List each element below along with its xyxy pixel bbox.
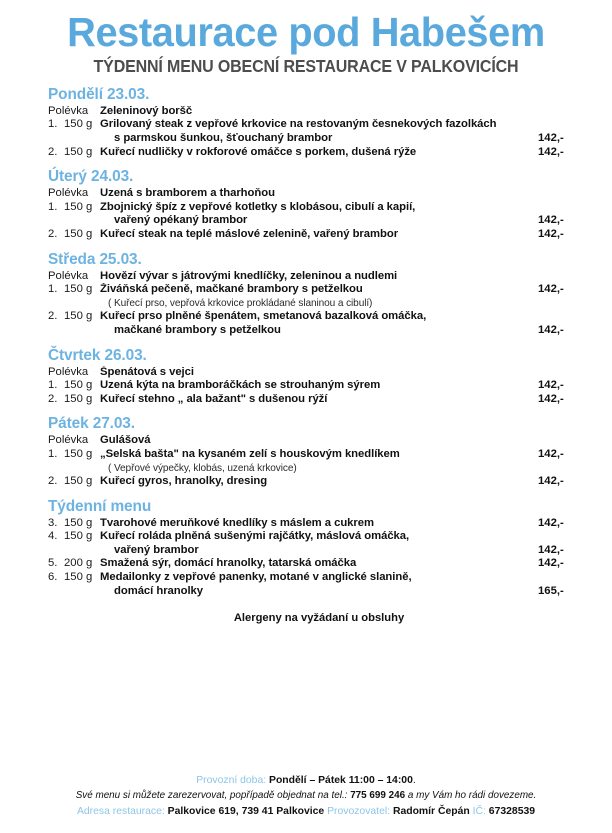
menu-body bbox=[0, 77, 612, 624]
day-block bbox=[48, 251, 590, 338]
item-number: 3. bbox=[48, 516, 58, 529]
item-price: 142,- bbox=[538, 379, 564, 392]
item-number: 4. bbox=[48, 530, 58, 543]
soup-name: Uzená s bramborem a tharhoňou bbox=[100, 187, 275, 200]
item-description-continued: s parmskou šunkou, šťouchaný brambor bbox=[114, 132, 333, 144]
operator-value: Radomír Čepán bbox=[392, 805, 470, 817]
item-number: 2. bbox=[48, 227, 58, 240]
soup-label: Polévka bbox=[48, 104, 89, 117]
hours-suffix: . bbox=[412, 774, 416, 786]
item-price: 142,- bbox=[538, 475, 564, 488]
menu-item-row bbox=[48, 571, 590, 585]
item-weight: 200 g bbox=[64, 557, 93, 570]
soup-label: Polévka bbox=[48, 365, 89, 378]
item-description-continued: vařený brambor bbox=[114, 543, 199, 556]
soup-row bbox=[48, 434, 590, 448]
menu-item-note-row bbox=[48, 297, 590, 311]
item-weight: 150 g bbox=[64, 379, 93, 392]
item-number: 1. bbox=[48, 447, 58, 460]
phone-number[interactable]: 775 699 246 bbox=[350, 790, 406, 801]
address-label: Adresa restaurace: bbox=[76, 805, 165, 817]
menu-item-continuation-row bbox=[48, 324, 590, 338]
weekly-heading: Týdenní menu bbox=[48, 497, 152, 515]
menu-item-row bbox=[48, 517, 590, 531]
day-heading: Úterý 24.03. bbox=[48, 168, 134, 186]
item-price: 142,- bbox=[538, 145, 564, 158]
soup-row bbox=[48, 105, 590, 119]
ico-value: 67328539 bbox=[488, 805, 536, 817]
item-weight: 150 g bbox=[64, 392, 93, 405]
menu-item-row bbox=[48, 228, 590, 242]
item-weight: 150 g bbox=[64, 516, 93, 529]
weekly-menu-section bbox=[48, 498, 590, 599]
reservation-text-post: a my Vám ho rádi dovezeme. bbox=[407, 790, 537, 801]
item-description: Kuřecí steak na teplé máslové zelenině, vařený brambor bbox=[100, 227, 399, 240]
day-block bbox=[48, 415, 590, 488]
item-description: Kuřecí prso plněné špenátem, smetanová bazalková omáčka, bbox=[100, 310, 427, 323]
item-description-continued: domácí hranolky bbox=[114, 584, 204, 597]
item-weight: 150 g bbox=[64, 200, 93, 213]
item-weight: 150 g bbox=[64, 530, 93, 543]
soup-label: Polévka bbox=[48, 269, 89, 282]
hours-value: Pondělí – Pátek 11:00 – 14:00 bbox=[269, 774, 413, 786]
item-number: 5. bbox=[48, 557, 58, 570]
menu-item-row bbox=[48, 310, 590, 324]
item-price: 142,- bbox=[538, 132, 564, 144]
item-price: 165,- bbox=[538, 584, 564, 597]
item-number: 2. bbox=[48, 392, 58, 405]
item-description: Kuřecí stehno „ ala bažant" s dušenou rýží bbox=[100, 392, 328, 405]
menu-item-row bbox=[48, 201, 590, 215]
day-block bbox=[48, 347, 590, 407]
menu-item-row bbox=[48, 393, 590, 407]
item-note: ( Vepřové výpečky, klobás, uzená krkovice) bbox=[108, 462, 297, 474]
item-description: Medailonky z vepřové panenky, motané v anglické slanině, bbox=[100, 571, 412, 584]
soup-name: Hovězí vývar s játrovými knedlíčky, zeleninou a nudlemi bbox=[100, 269, 398, 282]
menu-item-continuation-row bbox=[48, 214, 590, 228]
item-note: ( Kuřecí prso, vepřová krkovice prokládané slaninou a cibulí) bbox=[108, 297, 373, 309]
day-heading: Čtvrtek 26.03. bbox=[48, 346, 147, 364]
footer-hours-line bbox=[0, 773, 612, 789]
item-number: 1. bbox=[48, 200, 58, 213]
item-number: 1. bbox=[48, 118, 58, 131]
item-number: 1. bbox=[48, 379, 58, 392]
soup-label: Polévka bbox=[48, 187, 89, 200]
item-description-continued: vařený opékaný brambor bbox=[114, 214, 248, 227]
day-block bbox=[48, 86, 590, 159]
item-weight: 150 g bbox=[64, 475, 93, 488]
soup-row bbox=[48, 187, 590, 201]
item-number: 2. bbox=[48, 145, 58, 158]
item-weight: 150 g bbox=[64, 310, 93, 323]
menu-item-row bbox=[48, 146, 590, 160]
item-price: 142,- bbox=[538, 392, 564, 405]
day-heading: Středa 25.03. bbox=[48, 250, 142, 268]
item-description: Kuřecí nudličky v rokforové omáčce s porkem, dušená rýže bbox=[100, 145, 417, 158]
item-price: 142,- bbox=[538, 323, 564, 336]
item-number: 2. bbox=[48, 310, 58, 323]
menu-item-row bbox=[48, 475, 590, 489]
item-description: Uzená kýta na bramboráčkách se strouhaným sýrem bbox=[100, 379, 381, 392]
reservation-text-pre: Své menu si můžete zarezervovat, popřípadě objednat na tel.: bbox=[75, 790, 348, 801]
item-number: 6. bbox=[48, 571, 58, 584]
soup-name: Špenátová s vejci bbox=[100, 365, 194, 378]
item-description: Tvarohové meruňkové knedlíky s máslem a cukrem bbox=[100, 516, 374, 529]
day-heading: Pátek 27.03. bbox=[48, 415, 135, 433]
operator-label: Provozovatel: bbox=[327, 805, 391, 817]
day-heading: Pondělí 23.03. bbox=[48, 85, 150, 103]
menu-item-row bbox=[48, 448, 590, 462]
item-price: 142,- bbox=[538, 227, 564, 240]
footer-reservation-line bbox=[0, 788, 612, 804]
item-weight: 150 g bbox=[64, 571, 93, 584]
menu-item-continuation-row bbox=[48, 132, 590, 146]
item-price: 142,- bbox=[538, 214, 564, 227]
soup-name: Zeleninový boršč bbox=[100, 104, 193, 117]
address-value: Palkovice 619, 739 41 Palkovice bbox=[167, 805, 325, 817]
item-description: Kuřecí gyros, hranolky, dresing bbox=[100, 475, 268, 488]
item-weight: 150 g bbox=[64, 227, 93, 240]
menu-item-continuation-row bbox=[48, 585, 590, 599]
item-weight: 150 g bbox=[64, 118, 93, 131]
day-block bbox=[48, 168, 590, 241]
soup-row bbox=[48, 270, 590, 284]
page-header bbox=[0, 0, 612, 77]
menu-item-row bbox=[48, 530, 590, 544]
item-weight: 150 g bbox=[64, 283, 93, 296]
soup-row bbox=[48, 366, 590, 380]
menu-item-note-row bbox=[48, 462, 590, 476]
page-subtitle: TÝDENNÍ MENU OBECNÍ RESTAURACE V PALKOVICÍCH bbox=[93, 55, 519, 76]
item-weight: 150 g bbox=[64, 145, 93, 158]
item-number: 1. bbox=[48, 283, 58, 296]
menu-item-row bbox=[48, 283, 590, 297]
ico-label: IČ: bbox=[472, 805, 486, 817]
item-number: 2. bbox=[48, 475, 58, 488]
item-weight: 150 g bbox=[64, 447, 93, 460]
item-price: 142,- bbox=[538, 283, 564, 296]
item-description: „Selská bašta" na kysaném zelí s houskovým knedlíkem bbox=[100, 447, 400, 460]
menu-item-row bbox=[48, 379, 590, 393]
hours-label: Provozní doba: bbox=[196, 774, 267, 786]
item-description: Živáňská pečeně, mačkané brambory s petželkou bbox=[100, 283, 363, 296]
footer-address-line bbox=[0, 804, 612, 820]
item-price: 142,- bbox=[538, 543, 564, 556]
days-container bbox=[48, 86, 590, 489]
item-description-continued: mačkané brambory s petželkou bbox=[114, 323, 281, 336]
item-description: Grilovaný steak z vepřové krkovice na restovaným česnekových fazolkách bbox=[100, 118, 497, 131]
item-price: 142,- bbox=[538, 447, 564, 460]
item-description: Zbojnický špíz z vepřové kotletky s klobásou, cibulí a kapií, bbox=[100, 200, 416, 213]
soup-name: Gulášová bbox=[100, 434, 151, 447]
item-description: Kuřecí roláda plněná sušenými rajčátky, máslová omáčka, bbox=[100, 530, 410, 543]
menu-item-continuation-row bbox=[48, 544, 590, 558]
menu-item-row bbox=[48, 557, 590, 571]
item-price: 142,- bbox=[538, 516, 564, 529]
soup-label: Polévka bbox=[48, 434, 89, 447]
page-title: Restaurace pod Habešem bbox=[67, 9, 545, 55]
weekly-block bbox=[48, 498, 590, 599]
page-footer bbox=[0, 773, 612, 820]
allergens-note: Alergeny na vyžádaní u obsluhy bbox=[233, 612, 405, 625]
item-price: 142,- bbox=[538, 557, 564, 570]
item-description: Smažená sýr, domácí hranolky, tatarská omáčka bbox=[100, 557, 357, 570]
menu-item-row bbox=[48, 118, 590, 132]
